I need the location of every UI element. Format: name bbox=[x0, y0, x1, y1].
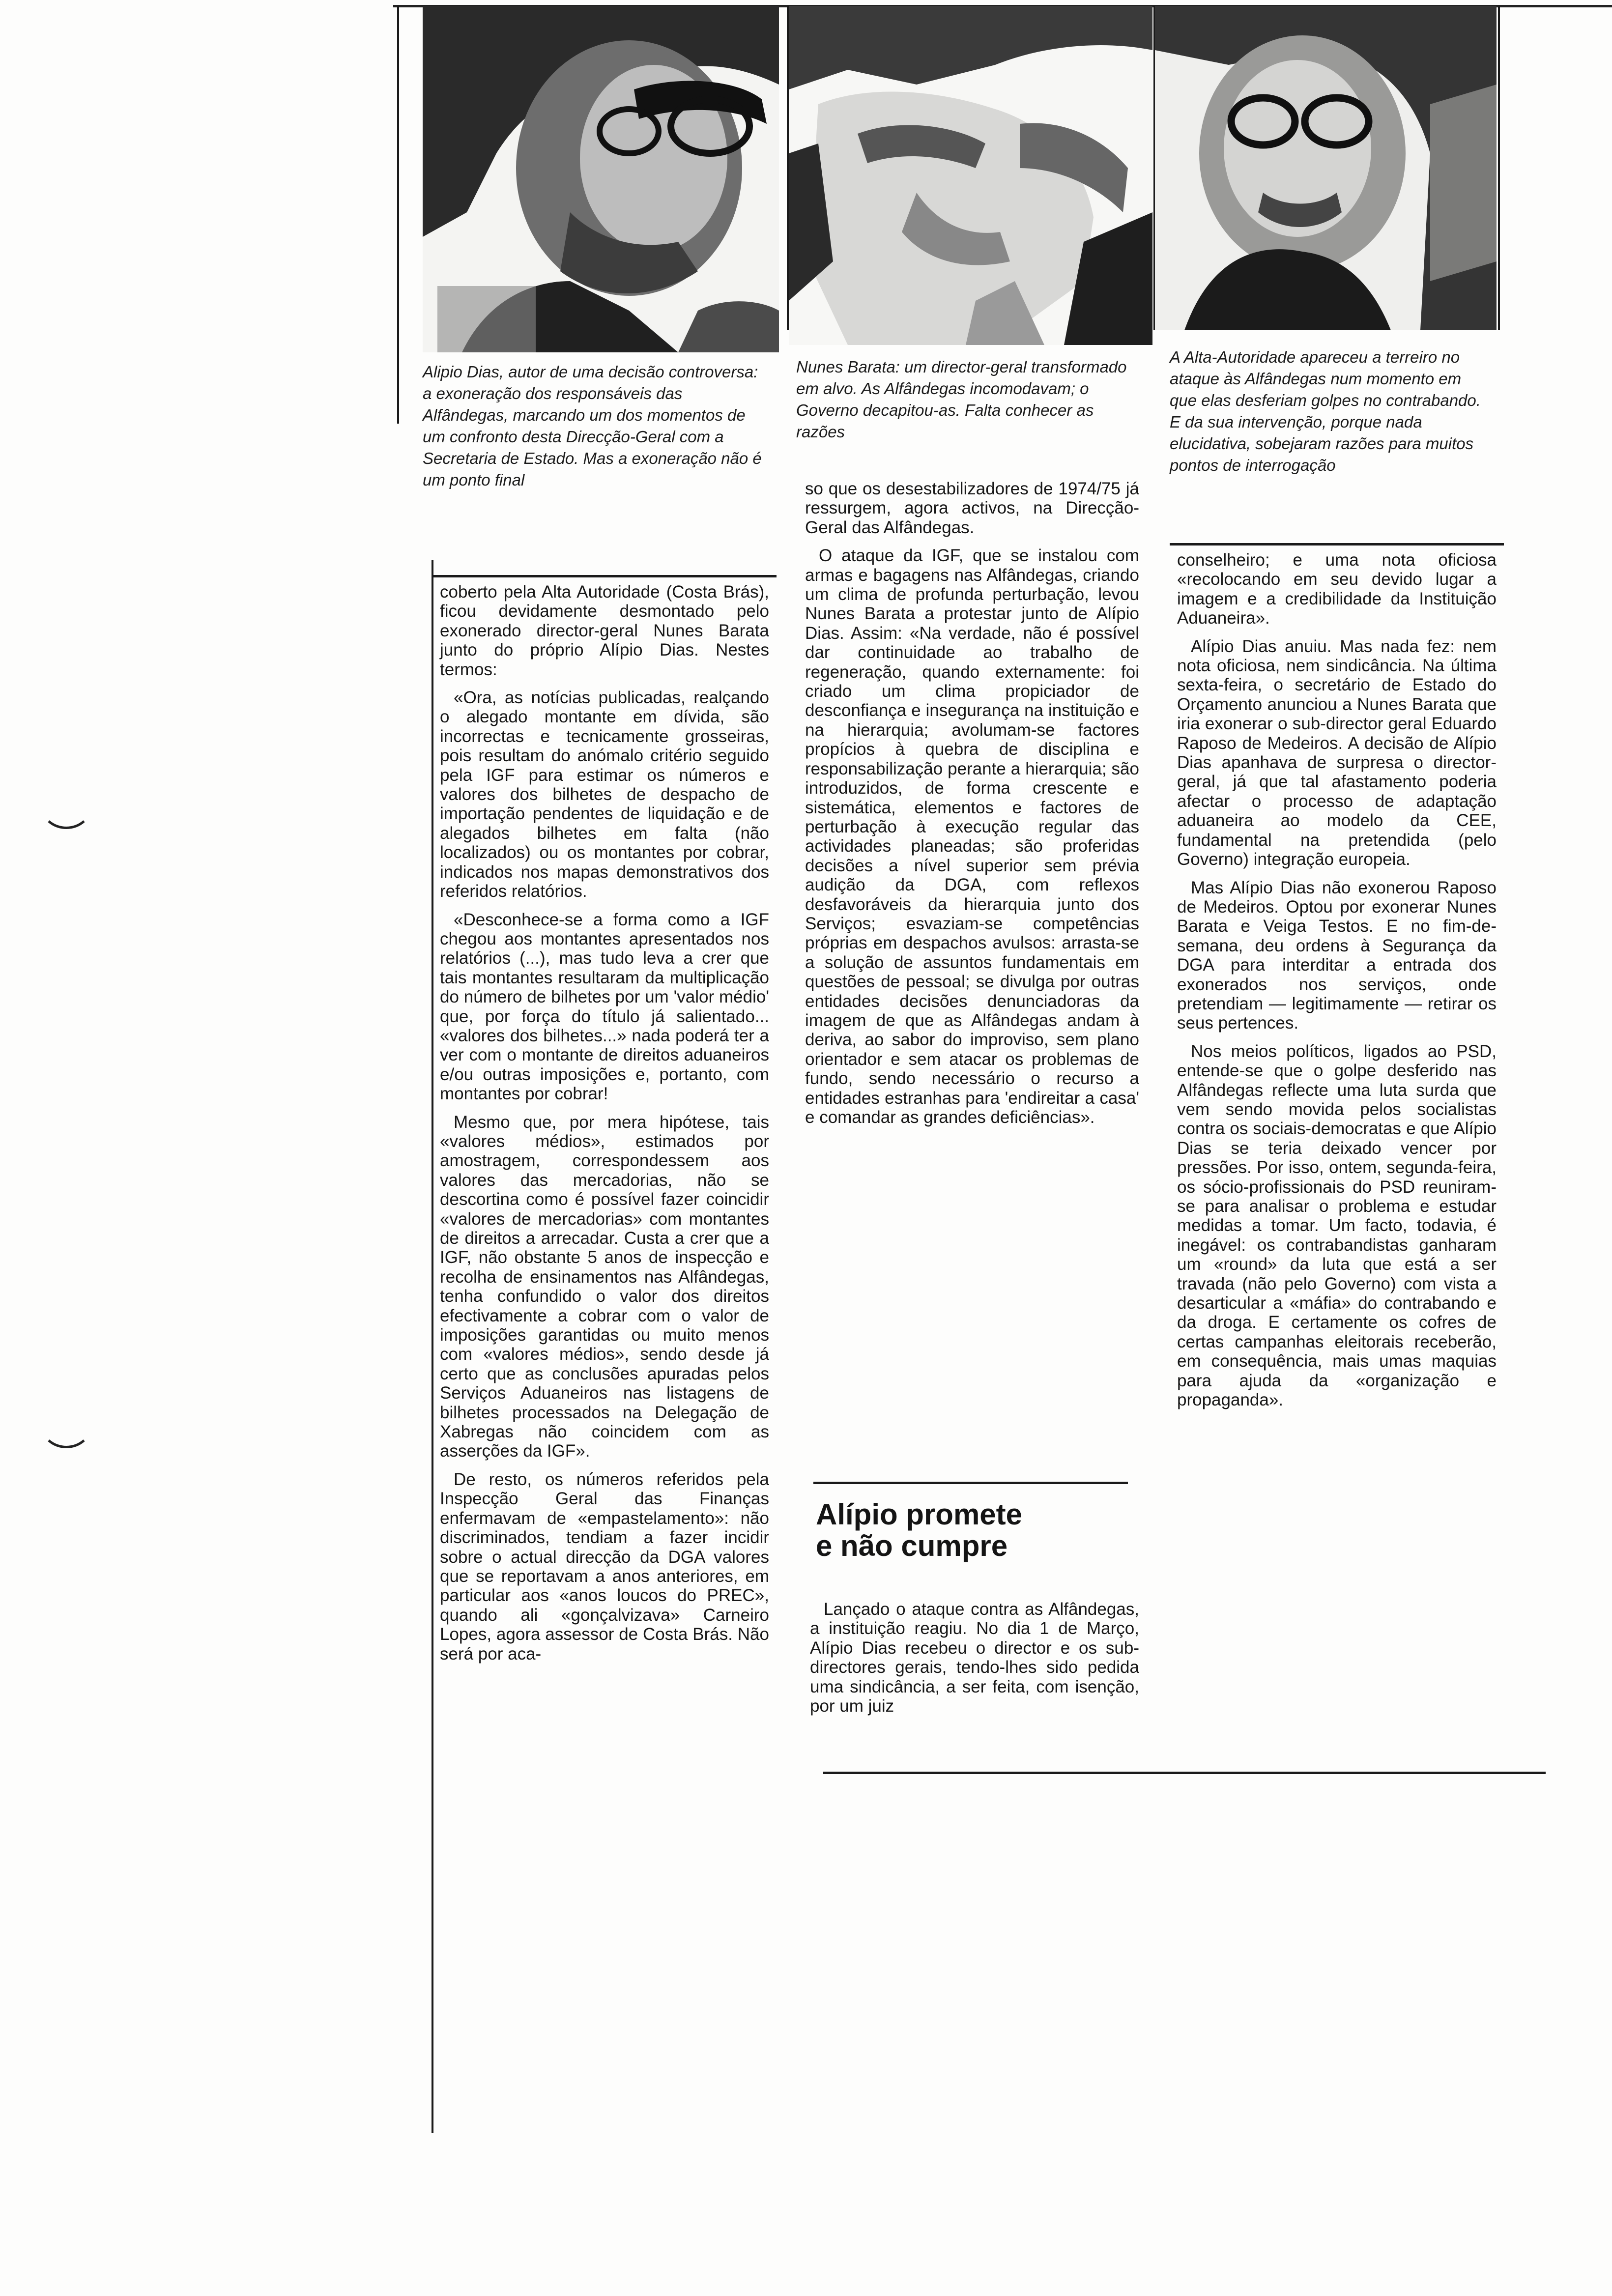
left-border-rule-lower bbox=[432, 560, 433, 2133]
caption-middle: Nunes Barata: um director-geral transformado em alvo. As Alfândegas incomodavam; o Governo decapitou-as. Falta conhecer as razões bbox=[796, 358, 1127, 441]
left-border-rule bbox=[397, 6, 399, 424]
binder-hole-mark-lower bbox=[47, 1437, 86, 1452]
paragraph: so que os desestabilizadores de 1974/75 já ressurgem, agora activos, na Direcção-Geral das Alfândegas. bbox=[805, 479, 1139, 537]
paragraph: De resto, os números referidos pela Inspecção Geral das Finanças enfermavam de «empastelamento»: não discriminados, tendiam a fazer incidir sobre o actual direcção da DGA valores que se reportavam a anos anteriores, em particular aos «anos loucos do PREC», quando ali «gonçalvizava» Carneiro Lopes, agora assessor de Costa Brás. Não será por aca- bbox=[440, 1469, 769, 1664]
paragraph: «Ora, as notícias publicadas, realçando o alegado montante em dívida, são incorrectas e tecnicamente grosseiras, pois resultam do anómalo critério seguido pela IGF para estimar os números e valores dos bilhetes de despacho de importação pendentes de liquidação e de alegados bilhetes em falta (não localizados) ou os montantes por cobrar, indicados nos mapas demonstrativos dos referidos relatórios. bbox=[440, 688, 769, 901]
article-column-2 bbox=[805, 479, 1139, 1136]
subheadline bbox=[816, 1499, 1130, 1562]
bottom-rule-columns-2-3 bbox=[823, 1772, 1546, 1774]
paragraph: Nos meios políticos, ligados ao PSD, entende-se que o golpe desferido nas Alfândegas reflecte uma luta surda que vem sendo movida pelos socialistas contra os sociais-democratas e que Alípio Dias se teria deixado vencer por pressões. Por isso, ontem, segunda-feira, os sócio-profissionais do PSD reuniram-se para analisar o problema e estudar medidas a tomar. Um facto, todavia, é inegável: os contrabandistas ganharam um «round» da luta que está a ser travada (não pelo Governo) com vista a desarticular a «máfia» do contrabando e da droga. E certamente os cofres de certas campanhas eleitorais receberão, em consequência, mais umas maquias para ajuda da «organização e propaganda». bbox=[1177, 1041, 1497, 1410]
subheadline-line-1: Alípio promete bbox=[816, 1498, 1023, 1531]
article-column-1 bbox=[440, 582, 769, 1672]
subhead-rule bbox=[813, 1482, 1128, 1484]
subheadline-line-2: e não cumpre bbox=[816, 1529, 1008, 1562]
paragraph: O ataque da IGF, que se instalou com armas e bagagens nas Alfândegas, criando um clima de profunda perturbação, levou Nunes Barata a protestar junto de Alípio Dias. Assim: «Na verdade, não é possível dar continuidade ao trabalho de regeneração, quando externamente: foi criado um clima propiciador de desconfiança e insegurança na instituição e na hierarquia; avolumam-se factores propícios à quebra de disciplina e responsabilização perante a hierarquia; são introduzidos, de forma crescente e sistemática, elementos e factores de perturbação à execução regular das actividades planeadas; são proferidas decisões a nível superior sem prévia audição da DGA, com reflexos desfavoráveis da hierarquia junto dos Serviços; esvaziam-se competências próprias em despachos avulsos: arrasta-se a solução de assuntos fundamentais em questões de pessoal; se divulga por outras entidades decisões denunciadoras da imagem de que as Alfândegas andam à deriva, ao sabor do improviso, sem plano orientador e sem atacar os problemas de fundo, sendo necessário o recurso a entidades estranhas para 'endireitar a casa' e comandar as grandes deficiências». bbox=[805, 546, 1139, 1127]
column3-separator bbox=[1170, 543, 1504, 545]
binder-hole-mark-upper bbox=[47, 818, 86, 833]
paragraph: «Desconhece-se a forma como a IGF chegou aos montantes apresentados nos relatórios (...), mas tudo leva a crer que tais montantes resultaram da multiplicação do número de bilhetes por um 'valor médio' que, por força do título já salientado... «valores dos bilhetes...» nada poderá ter a ver com o montante de direitos aduaneiros e/ou outras imposições e, portanto, com montantes por cobrar! bbox=[440, 910, 769, 1104]
photo-portrait-alta-autoridade bbox=[1155, 6, 1497, 330]
photo-portrait-alipio-dias bbox=[423, 6, 779, 352]
portrait-left-image bbox=[423, 6, 779, 352]
paragraph: Mesmo que, por mera hipótese, tais «valores médios», estimados por amostragem, correspondessem aos valores das mercadorias, não se descortina como é possível fazer coincidir «valores de mercadorias» com montantes de direitos a arrecadar. Custa a crer que a IGF, não obstante 5 anos de inspecção e recolha de ensinamentos nas Alfândegas, tenha confundido o valor dos direitos efectivamente a cobrar com o valor de imposições garantidas ou muito menos com «valores médios», sendo desde já certo que as conclusões apuradas pelos Serviços Aduaneiros nas listagens de bilhetes processados na Delegação de Xabregas não coincidem com as asserções da IGF». bbox=[440, 1112, 769, 1461]
article-column-2-continued bbox=[810, 1600, 1139, 1724]
paragraph: Mas Alípio Dias não exonerou Raposo de Medeiros. Optou por exonerar Nunes Barata e Veiga Testos. E no fim-de-semana, deu ordens à Segurança da DGA para interditar a entrada dos exonerados nos serviços, onde pretendiam — legitimamente — retirar os seus pertences. bbox=[1177, 878, 1497, 1033]
photo-portrait-nunes-barata bbox=[789, 6, 1152, 345]
right-edge-rule bbox=[1498, 6, 1500, 330]
portrait-right-image bbox=[1155, 6, 1497, 330]
column1-separator bbox=[432, 575, 777, 577]
paragraph: Alípio Dias anuiu. Mas nada fez: nem nota oficiosa, nem sindicância. Na última sexta-feira, o secretário de Estado do Orçamento anunciou a Nunes Barata que iria exonerar o sub-director geral Eduardo Raposo de Medeiros. A decisão de Alípio Dias apanhava de surpresa o director-geral, já que tal afastamento poderia afectar o processo de adaptação aduaneira ao modelo da CEE, fundamental na pretendida (pelo Governo) integração europeia. bbox=[1177, 636, 1497, 869]
paragraph: conselheiro; e uma nota oficiosa «recolocando em seu devido lugar a imagem e a credibilidade da Instituição Aduaneira». bbox=[1177, 550, 1497, 628]
portrait-middle-image bbox=[789, 6, 1152, 345]
paragraph: Lançado o ataque contra as Alfândegas, a instituição reagiu. No dia 1 de Março, Alípio Dias recebeu o director e os sub-directores gerais, tendo-lhes sido pedida uma sindicância, a ser feita, com isenção, por um juiz bbox=[810, 1600, 1139, 1716]
article-column-3 bbox=[1177, 550, 1497, 1418]
paragraph: coberto pela Alta Autoridade (Costa Brás), ficou devidamente desmontado pelo exonerado director-geral Nunes Barata junto do próprio Alípio Dias. Nestes termos: bbox=[440, 582, 769, 679]
caption-left: Alipio Dias, autor de uma decisão controversa: a exoneração dos responsáveis das Alfândegas, marcando um dos momentos de um confronto desta Direcção-Geral com a Secretaria de Estado. Mas a exoneração não é um ponto final bbox=[423, 363, 762, 489]
caption-right: A Alta-Autoridade apareceu a terreiro no ataque às Alfândegas num momento em que elas desferiam golpes no contrabando. E da sua intervenção, porque nada elucidativa, sobejaram razões para muitos pontos de interrogação bbox=[1170, 348, 1481, 474]
